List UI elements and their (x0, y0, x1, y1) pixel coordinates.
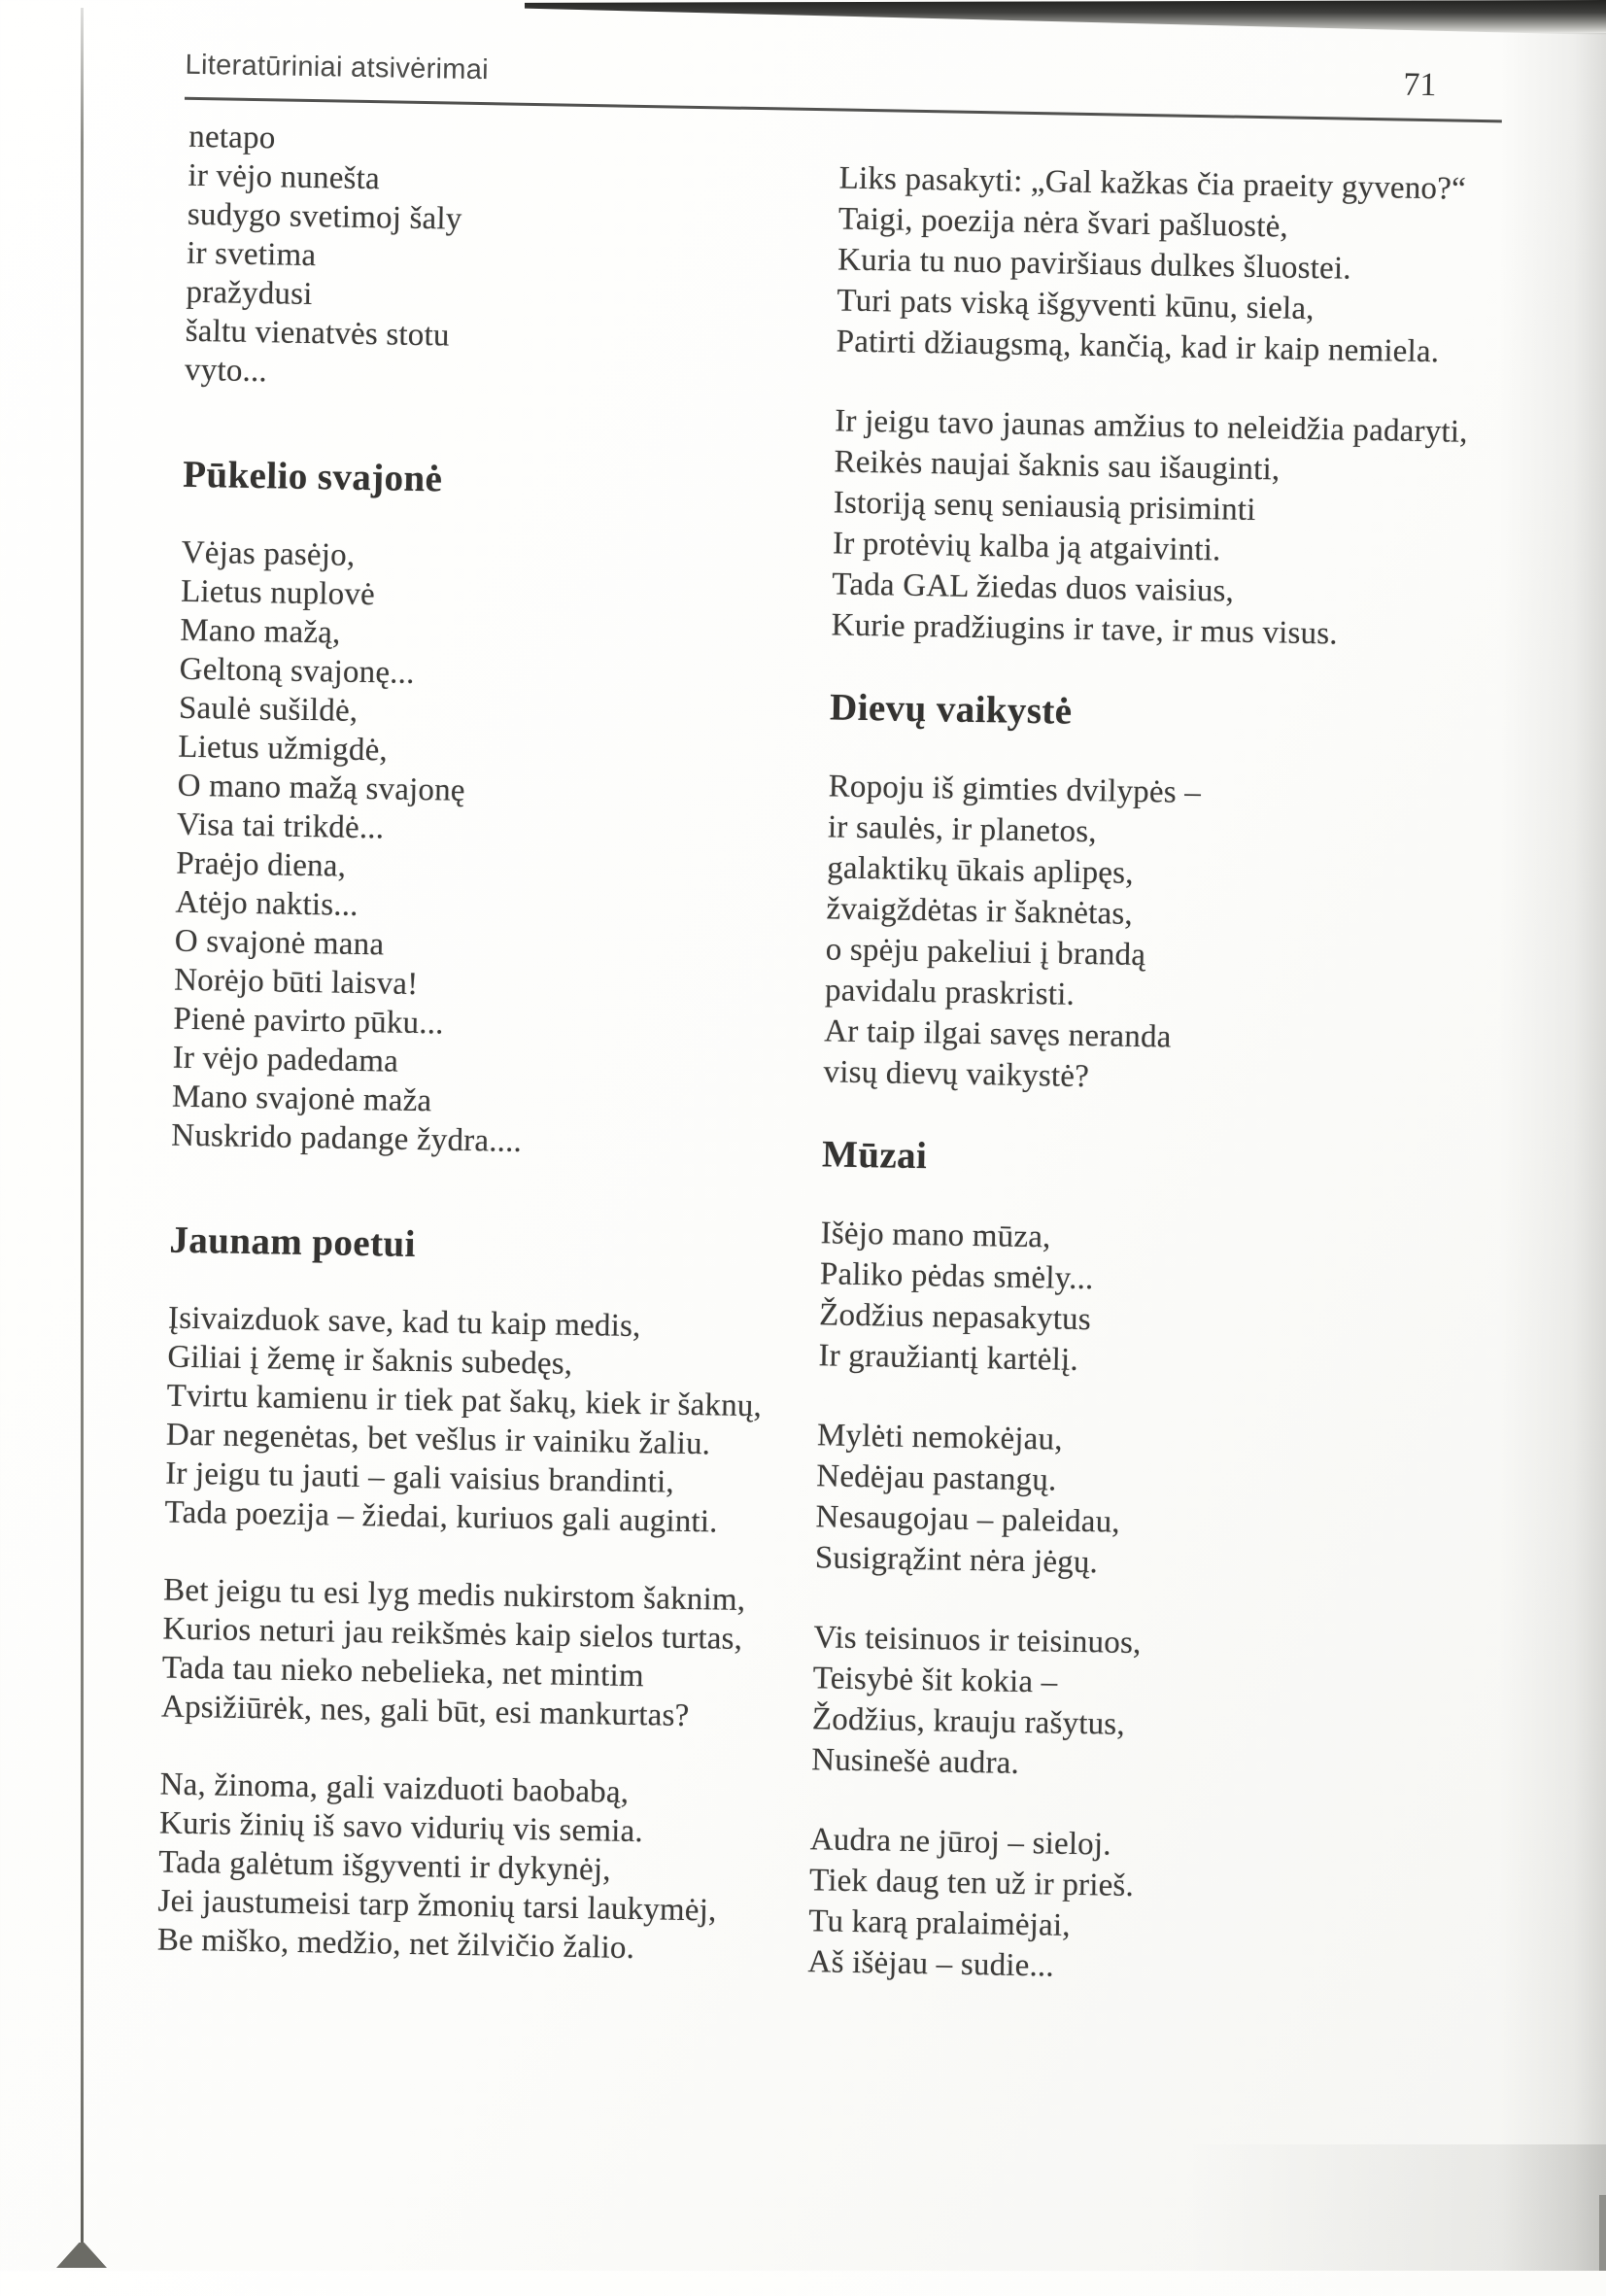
poem-line: galaktikų ūkais aplipęs, (826, 850, 1135, 891)
poem-line: Geltoną svajonę... (179, 651, 415, 691)
poem-line: o spėju pakeliui į brandą (825, 932, 1146, 974)
poem-line: Žodžius nepasakytus (818, 1297, 1092, 1338)
poem-line: Atėjo naktis... (175, 884, 359, 923)
poem-line: Nuskrido padange žydra.... (171, 1117, 523, 1159)
poem-line: Ir jeigu tavo jaunas amžius to neleidžia padaryti, (834, 403, 1468, 450)
poem-line: Nusinešė audra. (810, 1742, 1020, 1781)
poem-title: Jaunam poetui (169, 1218, 417, 1266)
poem-line: O svajonė mana (174, 923, 385, 963)
poem-line: Tada galėtum išgyventi ir dykynėj, (157, 1844, 612, 1888)
poem-line: Mylėti nemokėjau, (816, 1418, 1064, 1457)
poem-line: Įsivaizduok save, kad tu kaip medis, (167, 1300, 641, 1345)
poem-line: Praėjo diena, (175, 845, 347, 884)
poem-line: vyto... (184, 352, 268, 390)
poem-stanza (815, 1415, 1498, 1590)
poem-line: Turi pats viską išgyventi kūnu, siela, (837, 283, 1315, 327)
poem-title: Mūzai (821, 1133, 928, 1178)
poem-line: Susigrąžint nėra jėgų. (814, 1540, 1099, 1581)
poem-line: Visa tai trikdė... (176, 806, 385, 846)
poem-stanza (157, 1765, 787, 1970)
poem-line: Lietus užmigdė, (178, 729, 389, 769)
poem-line: Aš išėjau – sudie... (807, 1944, 1055, 1984)
poem-line: Be miško, medžio, net žilvičio žalio. (156, 1922, 635, 1967)
poem-title: Dievų vaikystė (829, 686, 1073, 733)
poem-line: Taigi, poezija nėra švari pašluostė, (837, 201, 1289, 245)
poem-line: Liks pasakyti: „Gal kažkas čia praeity gyveno?“ (838, 160, 1467, 207)
left-column (156, 118, 816, 2009)
running-header-title: Literatūriniai atsivėrimai (185, 49, 490, 86)
poem-line: Teisybė šit kokia – (812, 1661, 1058, 1700)
poem-line: Lietus nuplovė (180, 573, 376, 613)
poem-stanza (823, 766, 1509, 1104)
poem-line: Saulė sušildė, (178, 690, 359, 729)
poem-line: Nedėjau pastangų. (816, 1458, 1057, 1498)
poem-stanza (161, 1571, 791, 1737)
poem-stanza (836, 157, 1520, 373)
poem-line: Ropoju iš gimties dvilypės – (828, 769, 1202, 811)
poem-line: Ir vėjo padedama (172, 1040, 399, 1079)
poem-line: Bet jeigu tu esi lyg medis nukirstom šaknim, (162, 1572, 746, 1619)
poem-line: ir svetima (186, 235, 317, 274)
poem-line: Na, žinoma, gali vaizduoti baobabą, (159, 1766, 630, 1810)
poem-stanza (185, 118, 816, 400)
poem-line: Norėjo būti laisva! (173, 962, 419, 1003)
poem-line: Tada poezija – žiedai, kuriuos gali auginti. (164, 1494, 718, 1540)
poem-line: O mano mažą svajonę (177, 768, 466, 808)
poem-stanza (818, 1213, 1501, 1388)
poem-stanza (807, 1819, 1490, 1994)
poem-line: Kurios neturi jau reikšmės kaip sielos turtas, (162, 1611, 743, 1657)
poem-line: pavidalu praskristi. (824, 973, 1076, 1012)
poem-line: sudygo svetimoj šaly (187, 196, 462, 237)
poem-line: Ir protėvių kalba ją atgaivinti. (832, 526, 1221, 568)
poem-line: ir saulės, ir planetos, (827, 809, 1098, 850)
poem-line: ir vėjo nunešta (188, 157, 381, 197)
poem-line: Vėjas pasėjo, (181, 534, 356, 573)
poem-line: Nesaugojau – paleidau, (815, 1499, 1121, 1540)
poem-line: Reikės naujai šaknis sau išauginti, (834, 444, 1281, 488)
poem-line: Apsižiūrėk, nes, gali būt, esi mankurtas? (160, 1689, 690, 1734)
poem-line: Vis teisinuos ir teisinuos, (813, 1620, 1142, 1662)
poem-line: Mano mažą, (180, 612, 341, 651)
poem-line: Giliai į žemę ir šaknis subedęs, (167, 1339, 573, 1382)
poem-line: Istoriją senų seniausią prisiminti (833, 485, 1256, 529)
poem-line: Tu karą pralaimėjai, (808, 1903, 1072, 1943)
poem-line: Paliko pėdas smėly... (819, 1256, 1094, 1297)
poem-line: Pienė pavirto pūku... (173, 1001, 444, 1042)
poem-line: Patirti džiaugsmą, kančią, kad ir kaip nemiela. (836, 324, 1440, 370)
poem-line: Kuris žinių iš savo vidurių vis semia. (158, 1805, 644, 1850)
poem-title: Pūkelio svajonė (182, 453, 443, 500)
text-columns (156, 118, 1521, 2034)
poem-stanza (831, 400, 1515, 657)
poem-line: Tvirtu kamienu ir tiek pat šakų, kiek ir šaknų, (166, 1378, 763, 1424)
poem-line: Tiek daug ten už ir prieš. (808, 1863, 1135, 1904)
poem-line: šaltu vienatvės stotu (185, 313, 450, 354)
poem-line: Ir jeigu tu jauti – gali vaisius brandinti, (164, 1456, 675, 1500)
poem-line: Audra ne jūroj – sieloj. (809, 1822, 1112, 1863)
poem-line: žvaigždėtas ir šaknėtas, (826, 891, 1134, 932)
poem-stanza (811, 1617, 1494, 1792)
poem-line: Jei jaustumeisi tarp žmonių tarsi laukymėj, (157, 1883, 717, 1929)
poem-stanza (171, 533, 808, 1166)
poem-line: Ar taip ilgai savęs neranda (824, 1013, 1172, 1055)
poem-line: Tada GAL žiedas duos vaisius, (832, 566, 1235, 609)
poem-line: Žodžius, krauju rašytus, (811, 1701, 1126, 1742)
right-column (807, 128, 1521, 2033)
poem-line: netapo (188, 119, 276, 156)
poem-stanza (164, 1299, 795, 1543)
page-number: 71 (1403, 66, 1437, 104)
poem-line: Kurie pradžiugins ir tave, ir mus visus. (831, 607, 1339, 652)
poem-line: visų dievų vaikystė? (823, 1054, 1090, 1095)
poem-line: Išėjo mano mūza, (820, 1216, 1051, 1255)
poem-line: Ir graužiantį kartėlį. (818, 1338, 1079, 1378)
poem-line: Dar negenėtas, bet vešlus ir vainiku žaliu. (165, 1417, 711, 1462)
poem-line: pražydusi (186, 274, 313, 313)
poem-line: Kuria tu nuo paviršiaus dulkes šluostei. (837, 242, 1352, 287)
header-rule (185, 97, 1502, 123)
scan-artifact-right-edge (1599, 2195, 1606, 2271)
poem-line: Tada tau nieko nebelieka, net mintim (161, 1650, 645, 1695)
poem-line: Mano svajonė maža (171, 1079, 432, 1119)
